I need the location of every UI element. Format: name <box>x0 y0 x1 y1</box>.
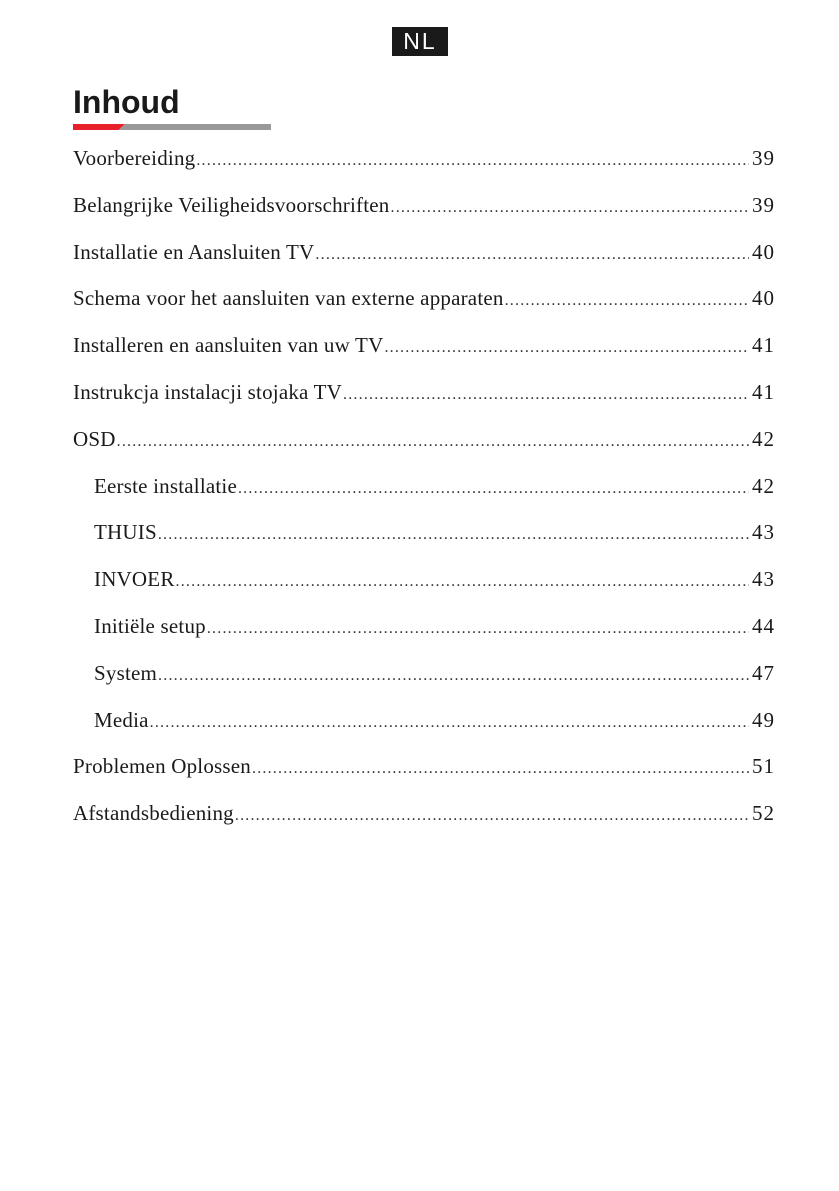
toc-label: Belangrijke Veiligheidsvoorschriften <box>73 192 390 217</box>
toc-page-number: 42 <box>752 426 775 451</box>
toc-leader-dots <box>505 283 749 319</box>
toc-leader-dots <box>176 564 749 600</box>
toc-leader-dots <box>158 658 749 694</box>
toc-page-number: 40 <box>752 239 775 264</box>
toc-leader-dots <box>158 517 749 553</box>
toc-page-number: 51 <box>752 754 775 779</box>
toc-entry-veiligheidsvoorschriften[interactable] <box>73 187 775 234</box>
toc-page-number: 47 <box>752 660 775 685</box>
page-title: Inhoud <box>73 84 180 120</box>
title-underline <box>73 124 271 130</box>
toc-leader-dots <box>235 798 749 834</box>
toc-entry-initiele-setup[interactable] <box>73 608 775 655</box>
toc-label: THUIS <box>94 520 157 545</box>
toc-label: Media <box>94 707 149 732</box>
toc-leader-dots <box>207 611 749 647</box>
toc-page-number: 49 <box>752 707 775 732</box>
toc-page-number: 43 <box>752 520 775 545</box>
toc-entry-problemen-oplossen[interactable] <box>73 748 775 795</box>
toc-entry-eerste-installatie[interactable] <box>73 468 775 515</box>
toc-entry-installatie-aansluiten[interactable] <box>73 234 775 281</box>
toc-label: Instrukcja instalacji stojaka TV <box>73 379 343 404</box>
toc-label: Eerste installatie <box>94 473 237 498</box>
toc-page-number: 39 <box>752 146 775 170</box>
toc-page-number: 40 <box>752 286 775 311</box>
toc-entry-schema-externe-apparaten[interactable] <box>73 280 775 327</box>
toc-page-number: 43 <box>752 567 775 592</box>
toc-leader-dots <box>315 237 749 273</box>
toc-entry-instrukcja-stojaka[interactable] <box>73 374 775 421</box>
toc-page-number: 39 <box>752 192 775 217</box>
toc-label: INVOER <box>94 567 175 592</box>
toc-leader-dots <box>117 424 749 460</box>
toc-label: Afstandsbediening <box>73 801 234 826</box>
title-underline-red <box>73 124 125 130</box>
toc-leader-dots <box>343 377 749 413</box>
toc-page-number: 44 <box>752 613 775 638</box>
toc-leader-dots <box>252 751 749 787</box>
toc-leader-dots <box>150 705 749 741</box>
toc-entry-installeren-aansluiten[interactable] <box>73 327 775 374</box>
table-of-contents <box>73 140 775 842</box>
toc-label: Initiële setup <box>94 613 206 638</box>
language-badge: NL <box>392 27 448 56</box>
toc-leader-dots <box>384 330 749 366</box>
toc-label: Voorbereiding <box>73 146 196 170</box>
toc-label: Problemen Oplossen <box>73 754 251 779</box>
toc-entry-afstandsbediening[interactable] <box>73 795 775 842</box>
toc-page-number: 41 <box>752 379 775 404</box>
toc-leader-dots <box>196 143 749 179</box>
toc-entry-invoer[interactable] <box>73 561 775 608</box>
toc-entry-voorbereiding[interactable] <box>73 140 775 187</box>
toc-entry-system[interactable] <box>73 655 775 702</box>
toc-page-number: 52 <box>752 801 775 826</box>
toc-entry-osd[interactable] <box>73 421 775 468</box>
toc-page-number: 42 <box>752 473 775 498</box>
toc-leader-dots <box>391 190 750 226</box>
toc-entry-thuis[interactable] <box>73 514 775 561</box>
toc-label: Installatie en Aansluiten TV <box>73 239 315 264</box>
toc-label: Installeren en aansluiten van uw TV <box>73 333 384 358</box>
toc-page-number: 41 <box>752 333 775 358</box>
toc-leader-dots <box>238 471 749 507</box>
title-underline-gray <box>119 124 271 130</box>
toc-label: Schema voor het aansluiten van externe apparaten <box>73 286 504 311</box>
toc-label: OSD <box>73 426 116 451</box>
toc-label: System <box>94 660 158 685</box>
toc-entry-media[interactable] <box>73 702 775 749</box>
